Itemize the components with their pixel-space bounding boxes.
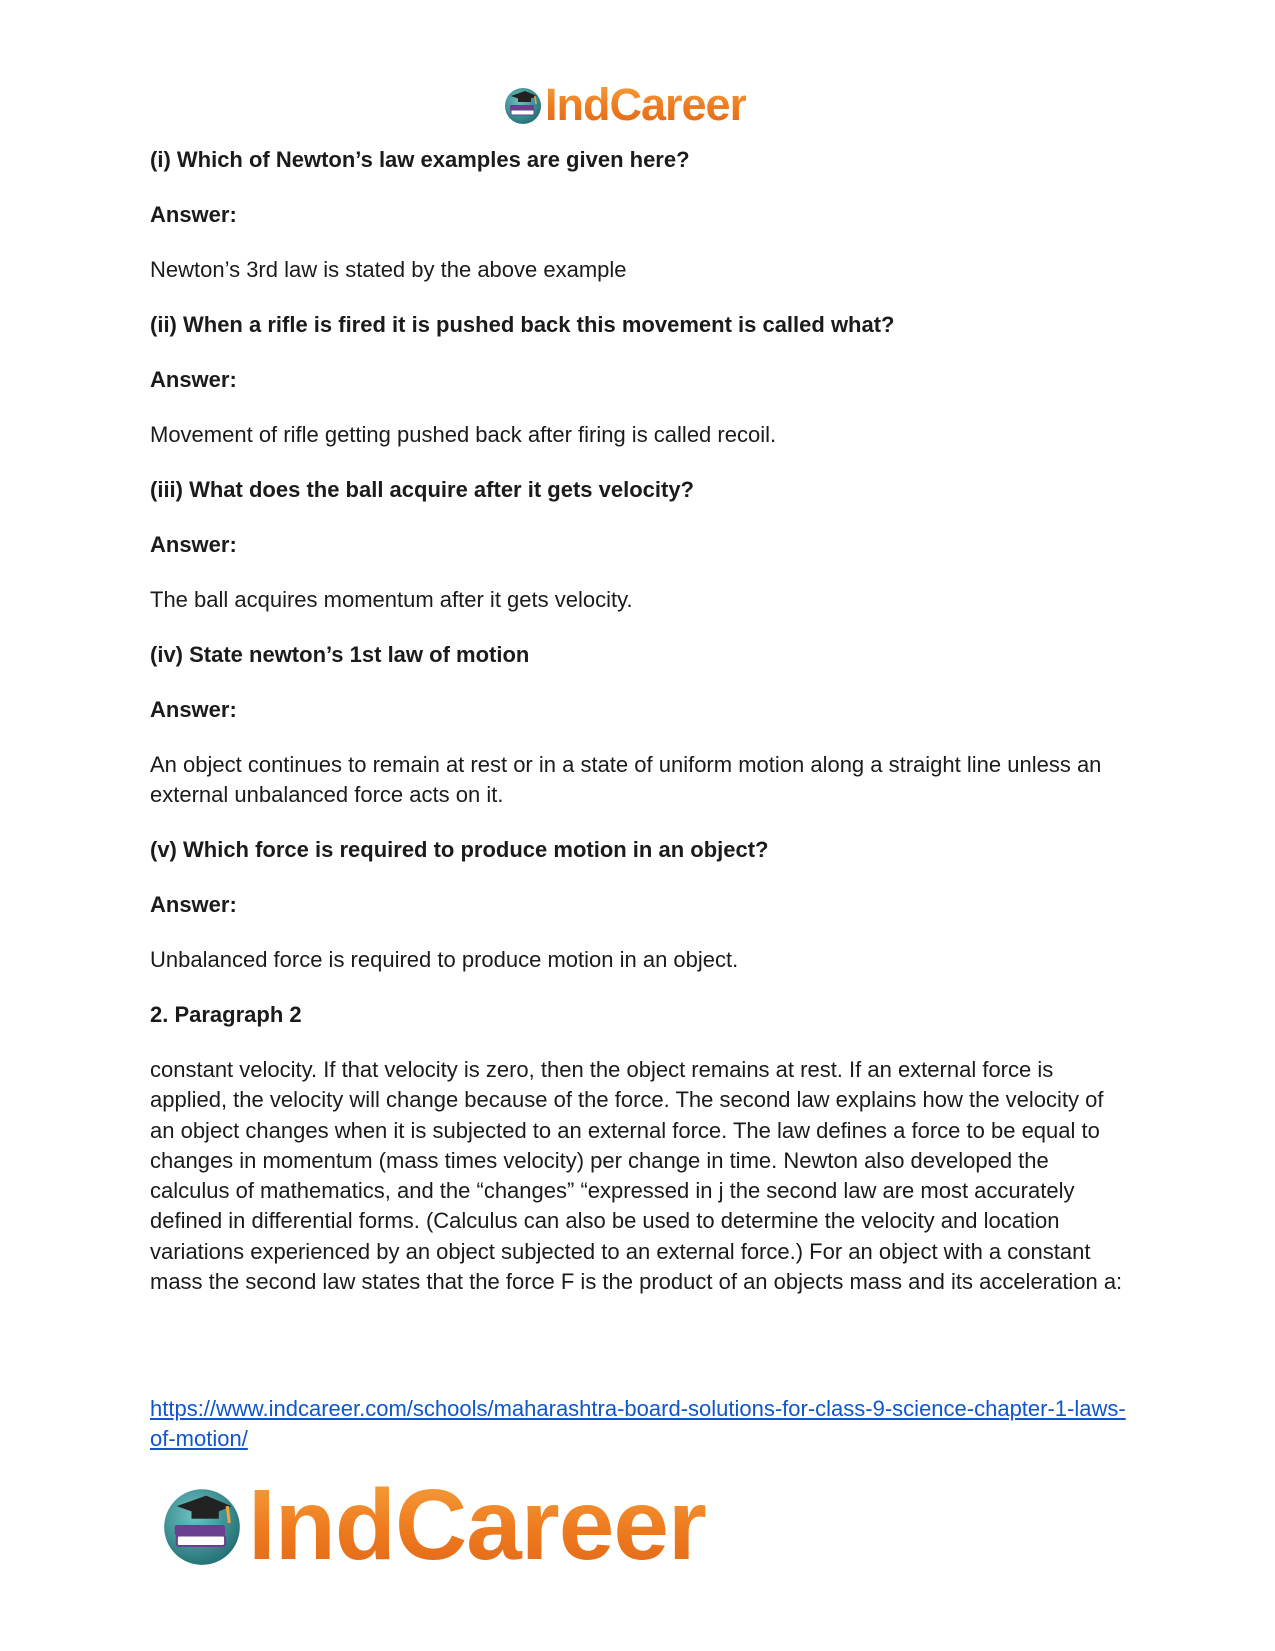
qa-item: [150, 835, 1130, 975]
question-text: (v) Which force is required to produce motion in an object?: [150, 837, 769, 862]
source-url-link[interactable]: https://www.indcareer.com/schools/maharashtra-board-solutions-for-class-9-science-chapter-1-laws-of-motion/: [150, 1396, 1126, 1451]
qa-item: [150, 145, 1130, 285]
answer-label: Answer:: [150, 892, 237, 917]
qa-item: [150, 475, 1130, 615]
answer-text: Movement of rifle getting pushed back after firing is called recoil.: [150, 422, 777, 447]
question-text: (iv) State newton’s 1st law of motion: [150, 642, 530, 667]
logo-wordmark: IndCareer: [248, 1469, 706, 1581]
footer-logo: [160, 1470, 706, 1580]
answer-label: Answer:: [150, 697, 237, 722]
answer-text: Unbalanced force is required to produce motion in an object.: [150, 947, 739, 972]
answer-text: The ball acquires momentum after it gets velocity.: [150, 587, 633, 612]
header-logo: [503, 80, 746, 130]
logo-wordmark: IndCareer: [545, 79, 747, 130]
answer-label: Answer:: [150, 367, 237, 392]
document-body: [150, 145, 1130, 1297]
question-text: (iii) What does the ball acquire after it gets velocity?: [150, 477, 694, 502]
question-text: (ii) When a rifle is fired it is pushed back this movement is called what?: [150, 312, 895, 337]
answer-label: Answer:: [150, 202, 237, 227]
answer-text: Newton’s 3rd law is stated by the above example: [150, 257, 627, 282]
section-heading: 2. Paragraph 2: [150, 1002, 302, 1027]
question-text: (i) Which of Newton’s law examples are given here?: [150, 147, 690, 172]
qa-item: [150, 640, 1130, 810]
qa-item: [150, 310, 1130, 450]
answer-label: Answer:: [150, 532, 237, 557]
graduation-cap-book-globe-icon: [160, 1483, 244, 1567]
answer-text: An object continues to remain at rest or in a state of uniform motion along a straight line unless an external unbalanced force acts on it.: [150, 752, 1102, 807]
section-paragraph: constant velocity. If that velocity is zero, then the object remains at rest. If an external force is applied, the velocity will change because of the force. The second law explains how the velocity of an object changes when it is subjected to an external force. The law defines a force to be equal to changes in momentum (mass times velocity) per change in time. Newton also developed the calculus of mathematics, and the “changes” “expressed in j the second law are most accurately defined in differential forms. (Calculus can also be used to determine the velocity and location variations experienced by an object subjected to an external force.) For an object with a constant mass the second law states that the force F is the product of an objects mass and its acceleration a:: [150, 1057, 1123, 1295]
graduation-cap-book-globe-icon: [503, 85, 543, 125]
